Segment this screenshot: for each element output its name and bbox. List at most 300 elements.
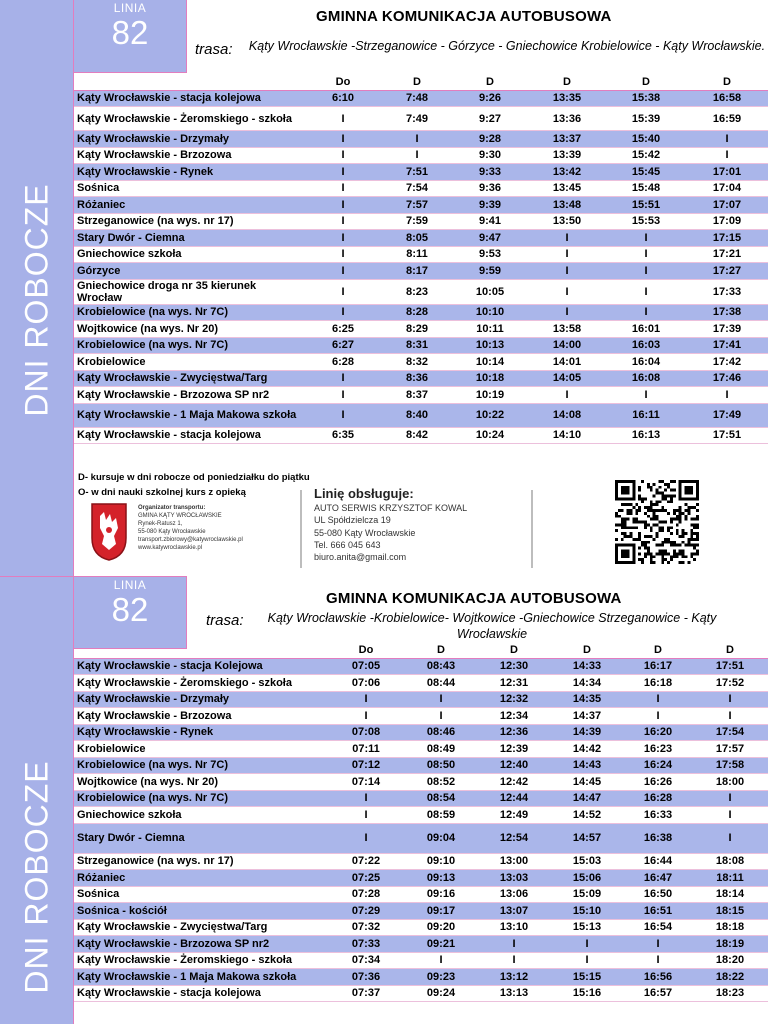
departure-time: 16:58 [686,90,768,107]
header-cell: Do [328,643,404,658]
line-badge [74,0,187,73]
table-row [74,724,768,741]
departure-time: I [304,304,382,321]
departure-time: I [328,790,404,807]
departure-time: 16:24 [624,757,692,774]
stop-name: Kąty Wrocławskie - stacja kolejowa [74,90,304,107]
departure-time: I [528,230,606,247]
departure-time: 8:40 [382,403,452,427]
stop-name: Kąty Wrocławskie - Drzymały [74,131,304,148]
stop-name: Kąty Wrocławskie - Brzozowa SP nr2 [77,388,270,401]
organizer-website[interactable]: www.katywroclawskie.pl [138,545,203,551]
departure-time: 7:59 [405,215,429,228]
departure-time: I [328,691,404,708]
departure-time: 13:06 [499,888,529,901]
departure-time: 14:42 [572,742,602,755]
departure-time: 08:44 [426,676,456,689]
departure-time: I [686,131,768,148]
departure-time: I [304,197,382,214]
departure-time: 07:37 [351,987,381,1000]
departure-time: 7:57 [382,197,452,214]
departure-time: 07:33 [328,936,404,953]
organizer-line: 55-080 Kąty Wrocławskie [138,529,206,535]
departure-time: 07:34 [351,954,381,967]
departure-time: 15:40 [606,131,686,148]
departure-time: 14:33 [550,658,624,675]
departure-time: 10:05 [475,285,505,298]
departure-time: 8:37 [405,388,429,401]
trasa-label: trasa: [195,41,233,58]
departure-time: 15:48 [631,182,661,195]
departure-time: 17:49 [686,403,768,427]
departure-time: 18:00 [715,775,745,788]
departure-time: 10:18 [452,370,528,387]
stop-name: Górzyce [74,263,304,280]
table-row [74,952,768,969]
departure-time: I [382,131,452,148]
departure-time: 09:16 [426,888,456,901]
line-badge-label: LINIA [113,1,147,15]
stop-name: Krobielowice [77,742,146,755]
departure-time: 13:00 [499,855,529,868]
departure-time: 18:18 [715,921,745,934]
table-row [74,985,768,1002]
stop-name: Krobielowice [77,355,146,368]
table-row [74,370,768,387]
table-row [74,936,768,953]
departure-time: I [585,954,589,967]
departure-time: 16:08 [606,370,686,387]
departure-time: I [304,164,382,181]
organizer-line: GMINA KĄTY WROCŁAWSKIE [138,513,222,519]
departure-time: 16:03 [606,337,686,354]
table-row [74,354,768,371]
departure-time: 13:07 [478,903,550,920]
table-row [74,164,768,181]
departure-time: 13:48 [528,197,606,214]
table-row [74,180,768,197]
notes [78,470,310,500]
side-panel [0,576,74,1024]
table-row [74,741,768,758]
stop-name: Kąty Wrocławskie - stacja kolejowa [77,987,261,1000]
departure-time: 14:01 [552,355,582,368]
stop-name: Kąty Wrocławskie - Brzozowa SP nr2 [74,936,328,953]
departure-time: 14:39 [550,724,624,741]
departure-time: 7:54 [405,182,429,195]
departure-time: I [341,182,345,195]
line-badge-label: LINIA [113,578,147,592]
stop-name: Strzeganowice (na wys. nr 17) [77,855,234,868]
table-row [74,197,768,214]
note-line: O- w dni nauki szkolnej kurs z opieką [78,487,246,498]
departure-time: 9:41 [478,215,502,228]
departure-time: 16:51 [624,903,692,920]
table-row [74,131,768,148]
organizer-heading: Organizator transportu: [138,505,206,511]
stop-name: Krobielowice (na wys. Nr 7C) [74,304,304,321]
departure-time: 17:09 [712,215,742,228]
departure-time: I [328,823,404,853]
header-cell: D [404,643,478,658]
departure-time: 15:15 [550,969,624,986]
departure-time: 12:49 [499,808,529,821]
table-row [74,790,768,807]
stop-name: Stary Dwór - Ciemna [74,823,328,853]
departure-time: 07:11 [352,742,380,755]
header-row [74,75,768,90]
stop-name: Kąty Wrocławskie - Żeromskiego - szkoła [77,676,292,689]
departure-time: I [656,709,660,722]
departure-time: 9:28 [452,131,528,148]
departure-time: 17:58 [692,757,768,774]
operator-email[interactable]: biuro.anita@gmail.com [314,552,407,563]
departure-time: 8:05 [382,230,452,247]
departure-time: 8:28 [382,304,452,321]
departure-time: 09:04 [404,823,478,853]
departure-time: 17:07 [686,197,768,214]
departure-time: I [341,248,345,261]
departure-time: 14:34 [572,676,602,689]
departure-time: 12:36 [478,724,550,741]
stop-name: Kąty Wrocławskie - Rynek [74,164,304,181]
table-row [74,870,768,887]
operator-phone[interactable]: Tel. 666 045 643 [314,539,381,550]
departure-time: I [528,304,606,321]
departure-time: 17:54 [692,724,768,741]
departure-time: 09:17 [404,903,478,920]
departure-time: 16:13 [631,429,661,442]
table-row [74,853,768,870]
departure-time: 13:03 [478,870,550,887]
departure-time: 16:01 [631,322,661,335]
departure-time: 13:50 [552,215,582,228]
departure-time: 09:21 [404,936,478,953]
departure-time: 7:48 [382,90,452,107]
departure-time: 10:13 [452,337,528,354]
operator-line: 55-080 Kąty Wrocławskie [314,527,416,538]
departure-time: 14:52 [572,808,602,821]
header-cell: D [478,643,550,658]
departure-time: 12:44 [478,790,550,807]
stop-name: Krobielowice (na wys. Nr 7C) [74,337,304,354]
header-cell: D [692,643,768,658]
stop-name: Krobielowice (na wys. Nr 7C) [74,757,328,774]
side-panel [0,0,74,576]
departure-time: 08:50 [404,757,478,774]
stop-name: Różaniec [74,197,304,214]
departure-time: 8:29 [405,322,429,335]
stop-name: Sośnica - kościół [74,903,328,920]
table-row [74,969,768,986]
table-row [74,321,768,338]
departure-time: 07:06 [351,676,381,689]
departure-time: 15:06 [550,870,624,887]
departure-time: I [692,691,768,708]
table-row [74,230,768,247]
coat-of-arms-icon [90,502,128,562]
table-row [74,403,768,427]
departure-time: I [341,215,345,228]
departure-time: 14:05 [528,370,606,387]
departure-time: 16:56 [624,969,692,986]
departure-time: I [304,263,382,280]
departure-time: 17:51 [712,429,742,442]
departure-time: 16:26 [643,775,673,788]
departure-time: I [565,388,569,401]
table-row [74,337,768,354]
departure-time: 09:20 [426,921,456,934]
departure-time: 9:26 [452,90,528,107]
departure-time: I [644,285,648,298]
stop-name: Kąty Wrocławskie - stacja kolejowa [77,429,261,442]
departure-time: I [565,248,569,261]
departure-time: 09:10 [426,855,456,868]
stop-name: Sośnica [77,888,120,901]
stop-name: Sośnica [77,182,120,195]
departure-time: 15:51 [606,197,686,214]
departure-time: 12:31 [499,676,529,689]
qr-code-icon[interactable] [612,480,702,564]
page-title: GMINNA KOMUNIKACJA AUTOBUSOWA [326,590,622,607]
departure-time: 16:38 [624,823,692,853]
departure-time: 6:28 [331,355,355,368]
departure-time: 10:11 [476,322,504,335]
table-row [74,107,768,131]
departure-time: 12:40 [478,757,550,774]
departure-time: 18:23 [715,987,745,1000]
timetable-section-2 [0,576,768,1024]
departure-time: 15:16 [572,987,602,1000]
divider [300,490,302,568]
departure-time: 17:15 [686,230,768,247]
departure-time: I [341,149,345,162]
departure-time: 17:27 [686,263,768,280]
note-line: D- kursuje w dni robocze od poniedziałku do piątku [78,472,310,483]
departure-time: 15:13 [572,921,602,934]
departure-time: 6:35 [331,429,355,442]
departure-time: 9:53 [478,248,502,261]
departure-time: 08:59 [426,808,456,821]
header-cell-stop [74,75,304,90]
page-title: GMINNA KOMUNIKACJA AUTOBUSOWA [316,8,612,25]
departure-time: 17:21 [712,248,742,261]
stop-name: Krobielowice (na wys. Nr 7C) [74,790,328,807]
route-description: Kąty Wrocławskie -Krobielowice- Wojtkowice -Gniechowice Strzeganowice - Kąty Wrocławskie [267,611,717,641]
table-row [74,807,768,824]
operator-line: AUTO SERWIS KRZYSZTOF KOWAL [314,503,468,514]
departure-time: 7:49 [405,112,429,125]
table-row [74,90,768,107]
header-cell: D [528,75,606,90]
table-row [74,279,768,304]
departure-time: 12:32 [478,691,550,708]
departure-time: 07:08 [328,724,404,741]
departure-time: 07:22 [351,855,381,868]
departure-time: 15:45 [606,164,686,181]
departure-time: 09:24 [426,987,456,1000]
departure-time: 8:31 [382,337,452,354]
table-row [74,213,768,230]
departure-time: I [656,954,660,967]
departure-time: 14:45 [572,775,602,788]
departure-time: I [606,230,686,247]
departure-time: I [728,808,732,821]
side-label: DNI ROBOCZE [18,760,55,994]
departure-time: 12:34 [499,709,529,722]
stop-name: Kąty Wrocławskie - 1 Maja Makowa szkoła [74,969,328,986]
stop-name: Gniechowice droga nr 35 kierunek Wrocław [77,279,257,304]
departure-time: 14:00 [528,337,606,354]
departure-time: 17:52 [715,676,745,689]
departure-time: 7:51 [382,164,452,181]
departure-time: 07:05 [328,658,404,675]
organizer-line: Rynek-Ratusz 1, [138,521,183,527]
departure-time: 17:38 [686,304,768,321]
stop-name: Kąty Wrocławskie - Brzozowa [77,149,232,162]
departure-time: I [512,954,516,967]
departure-time: 17:01 [686,164,768,181]
departure-time: 13:39 [552,149,582,162]
stop-name: Różaniec [74,870,328,887]
operator-heading: Linię obsługuje: [314,486,414,501]
departure-time: 18:20 [715,954,745,967]
departure-time: 9:47 [452,230,528,247]
stop-name: Kąty Wrocławskie - Rynek [74,724,328,741]
stop-name: Kąty Wrocławskie - 1 Maja Makowa szkoła [74,403,304,427]
line-badge-number: 82 [111,591,149,628]
departure-time: 9:27 [478,112,502,125]
departure-time: 12:30 [478,658,550,675]
departure-time: 18:14 [715,888,745,901]
departure-time: 07:36 [328,969,404,986]
side-label: DNI ROBOCZE [18,183,55,417]
timetable [74,75,768,444]
departure-time: 8:11 [406,248,428,261]
departure-time: 16:11 [606,403,686,427]
table-row [74,757,768,774]
departure-time: I [624,691,692,708]
departure-time: I [341,285,345,298]
departure-time: 9:39 [452,197,528,214]
departure-time: I [644,388,648,401]
departure-time: 17:51 [692,658,768,675]
departure-time: 16:18 [643,676,673,689]
organizer-block [90,502,250,570]
departure-time: 07:12 [328,757,404,774]
departure-time: 8:17 [382,263,452,280]
header-row [74,643,768,658]
departure-time: 8:23 [405,285,429,298]
departure-time: 17:33 [712,285,742,298]
stop-name: Kąty Wrocławskie - Drzymały [74,691,328,708]
departure-time: 9:33 [452,164,528,181]
departure-time: 16:33 [643,808,673,821]
departure-time: 16:47 [624,870,692,887]
departure-time: 12:42 [499,775,529,788]
departure-time: 10:24 [475,429,505,442]
header-cell: D [452,75,528,90]
departure-time: I [404,691,478,708]
departure-time: 16:20 [624,724,692,741]
departure-time: 12:39 [499,742,529,755]
header-cell: D [686,75,768,90]
departure-time: I [304,131,382,148]
departure-time: 10:10 [452,304,528,321]
departure-time: I [644,248,648,261]
departure-time: I [565,285,569,298]
table-row [74,263,768,280]
departure-time: 8:36 [382,370,452,387]
departure-time: 08:43 [404,658,478,675]
departure-time: I [364,808,368,821]
departure-time: 08:46 [404,724,478,741]
table-row [74,147,768,164]
departure-time: 15:10 [550,903,624,920]
departure-time: I [606,263,686,280]
departure-time: 18:19 [692,936,768,953]
stop-name: Strzeganowice (na wys. nr 17) [77,215,234,228]
trasa-label: trasa: [206,612,244,629]
header-cell: D [382,75,452,90]
stop-name: Kąty Wrocławskie - Brzozowa [77,709,232,722]
departure-time: I [478,936,550,953]
departure-time: I [439,709,443,722]
departure-time: 14:35 [550,691,624,708]
departure-time: 15:38 [606,90,686,107]
departure-time: I [439,954,443,967]
departure-time: 8:42 [405,429,429,442]
stop-name: Wojtkowice (na wys. Nr 20) [77,322,219,335]
departure-time: I [341,388,345,401]
departure-time: 13:13 [499,987,529,1000]
departure-time: 13:10 [499,921,529,934]
departure-time: I [692,823,768,853]
departure-time: 13:45 [552,182,582,195]
header-cell-stop [74,643,328,658]
departure-time: 16:28 [624,790,692,807]
stop-name: Kąty Wrocławskie - stacja Kolejowa [74,658,328,675]
departure-time: I [341,112,345,125]
departure-time: I [364,709,368,722]
departure-time: 07:28 [351,888,381,901]
departure-time: 9:36 [478,182,502,195]
header-cell: Do [304,75,382,90]
departure-time: I [728,709,732,722]
departure-time: 18:22 [692,969,768,986]
departure-time: 16:57 [643,987,673,1000]
departure-time: 14:57 [550,823,624,853]
organizer-email[interactable]: transport.zbiorowy@katywroclawskie.pl [138,537,243,543]
stop-name: Kąty Wrocławskie - Zwycięstwa/Targ [74,370,304,387]
stop-name: Kąty Wrocławskie - Żeromskiego - szkoła [77,954,292,967]
departure-time: 18:08 [715,855,745,868]
departure-time: 07:25 [328,870,404,887]
departure-time: 13:37 [528,131,606,148]
departure-time: 07:14 [351,775,381,788]
departure-time: 10:14 [475,355,505,368]
departure-time: 18:15 [692,903,768,920]
departure-time: 13:58 [552,322,582,335]
departure-time: 16:04 [631,355,661,368]
departure-time: 08:52 [426,775,456,788]
stop-name: Stary Dwór - Ciemna [74,230,304,247]
table-row [74,304,768,321]
departure-time: I [304,403,382,427]
stop-name: Kąty Wrocławskie - Żeromskiego - szkoła [77,112,292,125]
departure-time: 13:42 [528,164,606,181]
departure-time: 6:10 [304,90,382,107]
